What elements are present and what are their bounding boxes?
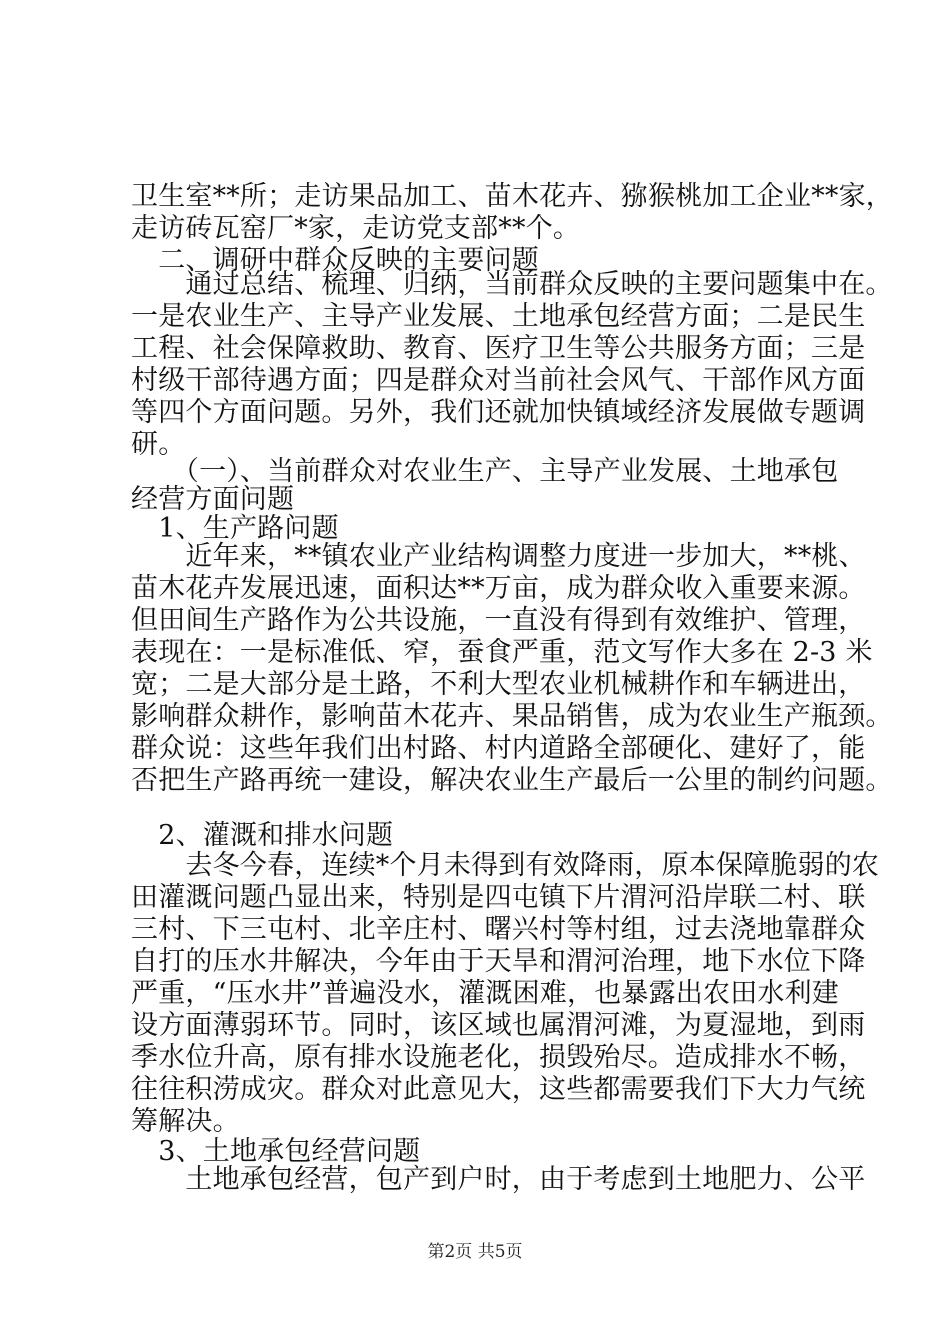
text-line: 群众说：这些年我们出村路、村内道路全部硬化、建好了，能 <box>131 733 866 764</box>
text-line: 村级干部待遇方面；四是群众对当前社会风气、干部作风方面 <box>131 365 866 396</box>
item-heading: 3、土地承包经营问题 <box>131 1136 421 1167</box>
item-heading: 1、生产路问题 <box>131 513 339 544</box>
text-line: 设方面薄弱环节。同时，该区域也属渭河滩，为夏湿地，到雨 <box>131 1010 866 1041</box>
text-line: 研。 <box>131 429 186 460</box>
text-line: 走访砖瓦窑厂*家，走访党支部**个。 <box>131 213 581 244</box>
text-line: 季水位升高，原有排水设施老化，损毁殆尽。造成排水不畅， <box>131 1042 866 1073</box>
text-line: 严重，“压水井”普遍没水，灌溉困难，也暴露出农田水利建 <box>131 978 840 1009</box>
subsection-heading: （一）、当前群众对农业生产、主导产业发展、土地承包 <box>131 456 839 487</box>
text-line: 筹解决。 <box>131 1106 240 1137</box>
text-line: 但田间生产路作为公共设施，一直没有得到有效维护、管理， <box>131 605 866 636</box>
text-line: 工程、社会保障救助、教育、医疗卫生等公共服务方面；三是 <box>131 333 866 364</box>
text-line: 通过总结、梳理、归纳，当前群众反映的主要问题集中在。 <box>131 269 893 300</box>
page-footer: 第2页 共5页 <box>427 1242 523 1262</box>
text-line: 表现在：一是标准低、窄，蚕食严重，范文写作大多在 2-3 米 <box>131 637 873 668</box>
text-line: 苗木花卉发展迅速，面积达**万亩，成为群众收入重要来源。 <box>131 573 866 604</box>
text-line: 否把生产路再统一建设，解决农业生产最后一公里的制约问题。 <box>131 765 893 796</box>
section-heading: 二、调研中群众反映的主要问题 <box>131 245 539 276</box>
text-line: 近年来，**镇农业产业结构调整力度进一步加大，**桃、 <box>131 541 866 572</box>
text-line: 影响群众耕作，影响苗木花卉、果品销售，成为农业生产瓶颈。 <box>131 701 893 732</box>
text-line: 等四个方面问题。另外，我们还就加快镇域经济发展做专题调 <box>131 397 866 428</box>
text-line: 土地承包经营，包产到户时，由于考虑到土地肥力、公平 <box>131 1164 866 1195</box>
text-line: 卫生室**所；走访果品加工、苗木花卉、猕猴桃加工企业**家， <box>131 181 893 212</box>
text-line: 三村、下三屯村、北辛庄村、曙兴村等村组，过去浇地靠群众 <box>131 914 866 945</box>
text-line: 宽；二是大部分是土路，不利大型农业机械耕作和车辆进出， <box>131 669 866 700</box>
subsection-heading: 经营方面问题 <box>131 484 295 515</box>
text-line: 田灌溉问题凸显出来，特别是四屯镇下片渭河沿岸联二村、联 <box>131 882 866 913</box>
text-line: 一是农业生产、主导产业发展、土地承包经营方面；二是民生 <box>131 301 866 332</box>
text-line: 去冬今春，连续*个月未得到有效降雨，原本保障脆弱的农 <box>131 850 880 881</box>
text-line: 自打的压水井解决，今年由于天旱和渭河治理，地下水位下降 <box>131 946 866 977</box>
item-heading: 2、灌溉和排水问题 <box>131 820 394 851</box>
text-line: 往往积涝成灾。群众对此意见大，这些都需要我们下大力气统 <box>131 1074 866 1105</box>
